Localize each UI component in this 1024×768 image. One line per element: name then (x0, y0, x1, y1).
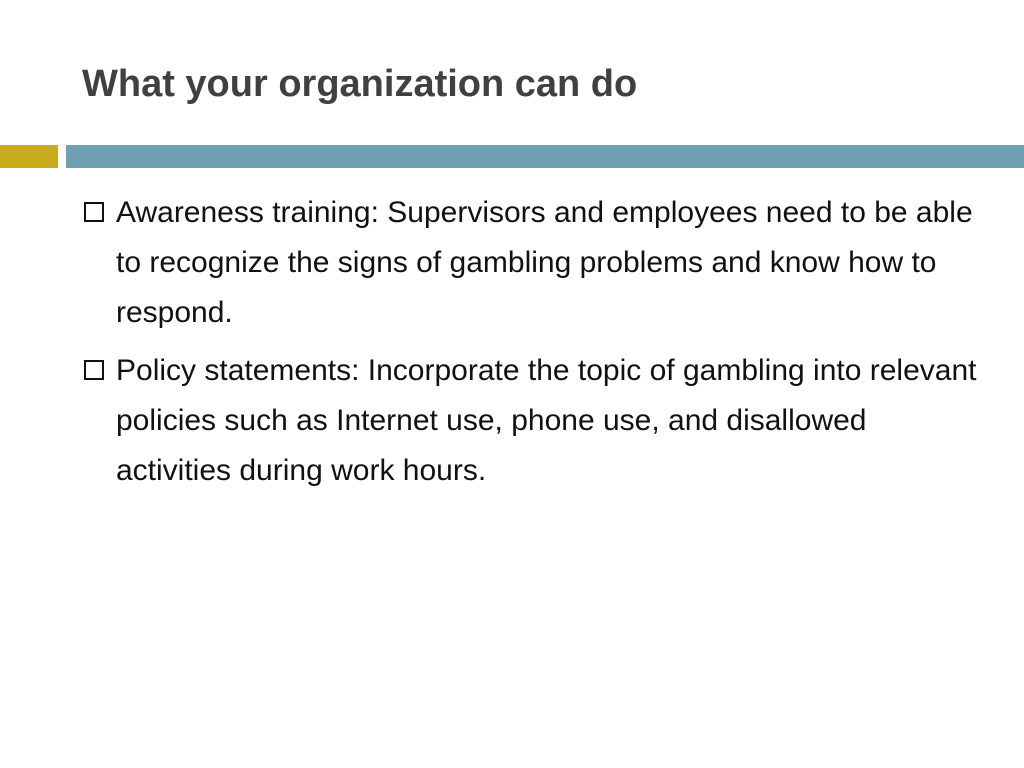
accent-bar-gold (0, 145, 58, 168)
bullet-text: Awareness training: Supervisors and employees need to be able to recognize the signs of gambling problems and know how to respond. (116, 196, 973, 329)
bullet-item (84, 188, 984, 338)
checkbox-square-icon (84, 360, 104, 380)
bullet-list (84, 188, 984, 504)
slide-title: What your organization can do (82, 63, 638, 105)
accent-bar-blue (66, 145, 1024, 168)
bullet-text: Policy statements: Incorporate the topic of gambling into relevant policies such as Internet use, phone use, and disallowed activities during work hours. (116, 354, 977, 487)
bullet-item (84, 346, 984, 496)
checkbox-square-icon (84, 202, 104, 222)
